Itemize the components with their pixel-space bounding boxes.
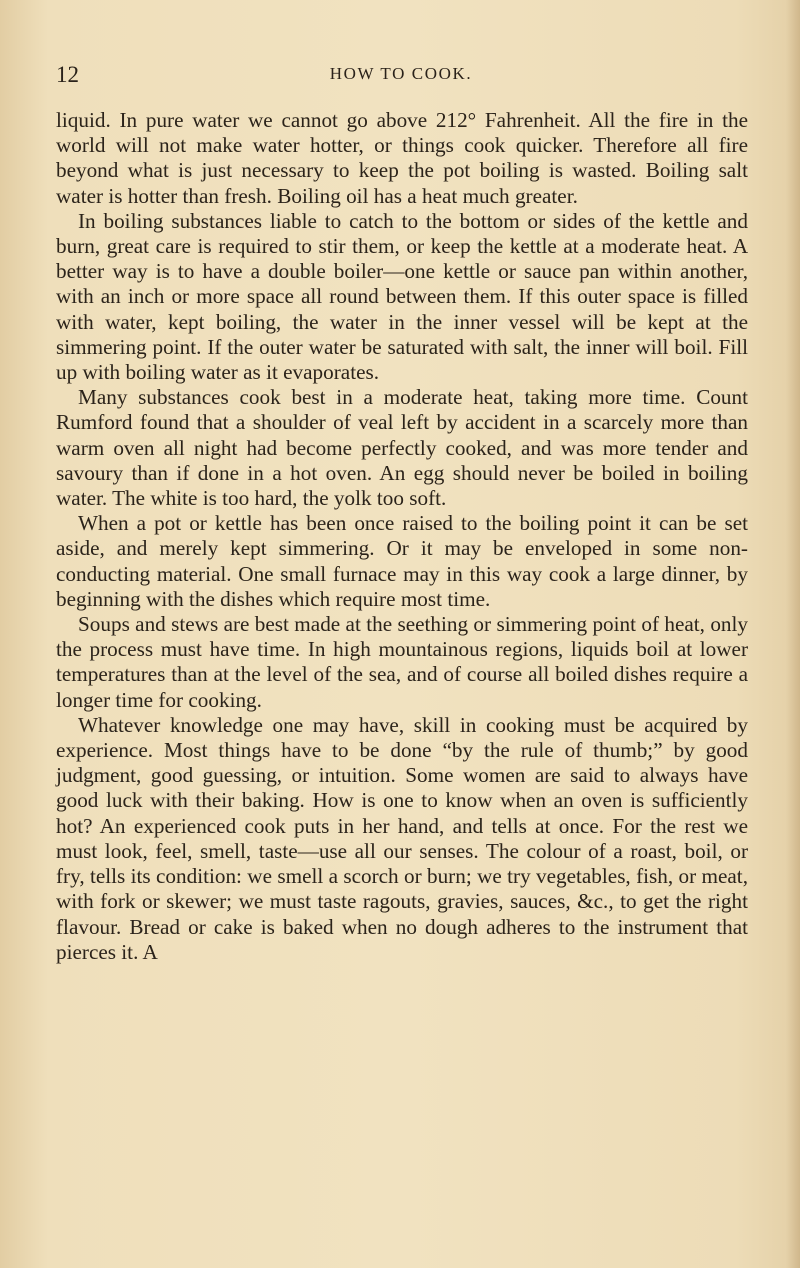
page-edge-shadow (786, 0, 800, 1268)
page-number: 12 (56, 62, 79, 87)
running-head: HOW TO COOK. (329, 64, 473, 83)
body-text (56, 108, 748, 965)
paragraph: Many substances cook best in a moderate heat, taking more time. Count Rumford found that a shoulder of veal left by accident in a scarcely more than warm oven all night had become perfectly cooked, and was more tender and savoury than if done in a hot oven. An egg should never be boiled in boiling water. The white is too hard, the yolk too soft. (56, 385, 748, 511)
page-header (56, 62, 746, 92)
paragraph: When a pot or kettle has been once raised to the boiling point it can be set aside, and merely kept simmering. Or it may be enveloped in some non-conducting material. One small furnace may in this way cook a large dinner, by beginning with the dishes which require most time. (56, 511, 748, 611)
paragraph: In boiling substances liable to catch to the bottom or sides of the kettle and burn, great care is required to stir them, or keep the kettle at a moderate heat. A better way is to have a double boiler—one kettle or sauce pan within another, with an inch or more space all round between them. If this outer space is filled with water, kept boiling, the water in the inner vessel will be kept at the simmering point. If the outer water be saturated with salt, the inner will boil. Fill up with boiling water as it evaporates. (56, 208, 748, 385)
paragraph: Whatever knowledge one may have, skill in cooking must be acquired by experience. Most things have to be done “by the rule of thumb;” by good judgment, good guessing, or intuition. Some women are said to always have good luck with their baking. How is one to know when an oven is sufficiently hot? An experienced cook puts in her hand, and tells at once. For the rest we must look, feel, smell, taste—use all our senses. The colour of a roast, boil, or fry, tells its condition: we smell a scorch or burn; we try vegetables, fish, or meat, with fork or skewer; we must taste ragouts, gravies, sauces, &c., to get the right flavour. Bread or cake is baked when no dough adheres to the instrument that pierces it. A (56, 712, 748, 964)
paragraph: liquid. In pure water we cannot go above 212° Fahrenheit. All the fire in the world will not make water hotter, or things cook quicker. Therefore all fire beyond what is just necessary to keep the pot boiling is wasted. Boiling salt water is hotter than fresh. Boiling oil has a heat much greater. (56, 108, 748, 208)
paragraph: Soups and stews are best made at the seething or simmering point of heat, only the process must have time. In high mountainous regions, liquids boil at lower temperatures than at the level of the sea, and of course all boiled dishes require a longer time for cooking. (56, 612, 748, 712)
